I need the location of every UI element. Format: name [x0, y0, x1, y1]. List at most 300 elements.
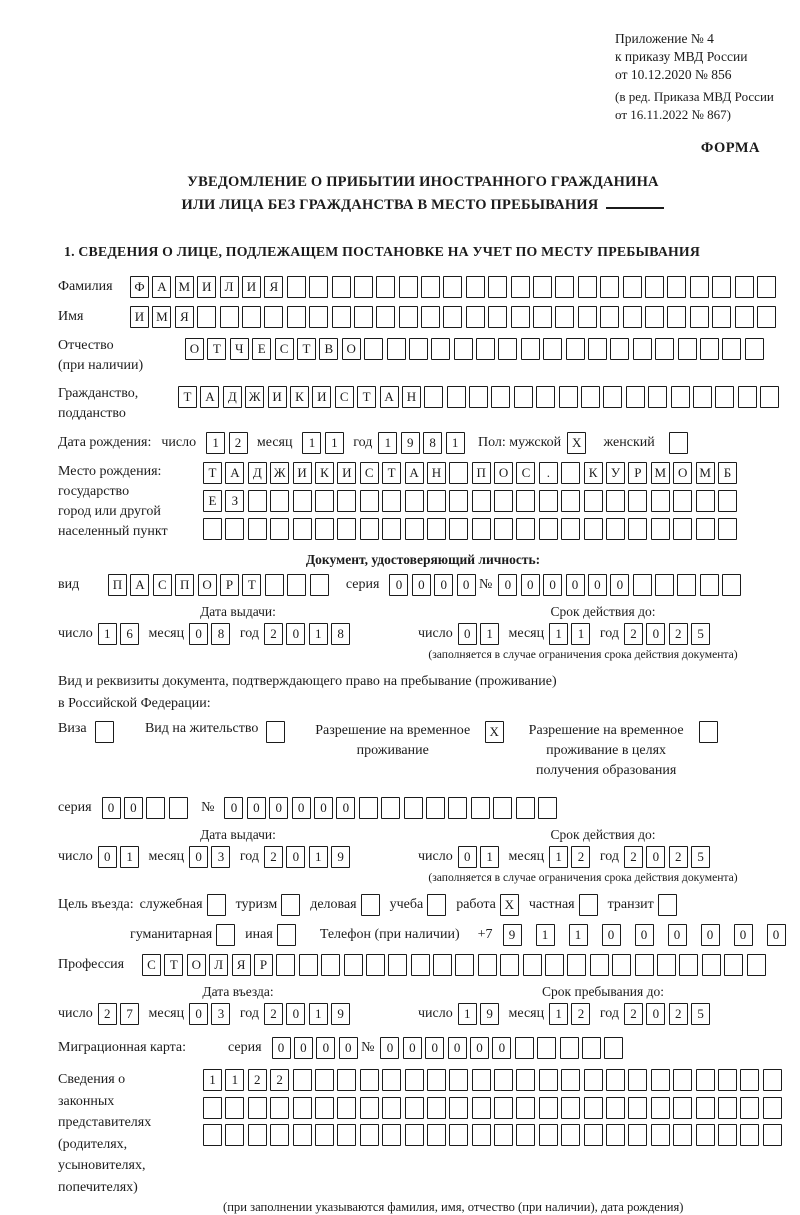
form-cell[interactable] [466, 276, 485, 298]
form-cell[interactable] [472, 1124, 491, 1146]
form-cell[interactable]: 1 [203, 1069, 222, 1091]
form-cell[interactable] [516, 1124, 535, 1146]
form-cell[interactable]: Т [203, 462, 222, 484]
form-cell[interactable] [735, 306, 754, 328]
purpose-business-checkbox[interactable] [361, 894, 380, 916]
form-cell[interactable] [405, 1069, 424, 1091]
doc-series-cells[interactable] [389, 574, 479, 596]
form-cell[interactable] [366, 954, 385, 976]
form-cell[interactable] [287, 276, 306, 298]
form-cell[interactable]: . [539, 462, 558, 484]
form-cell[interactable]: 2 [248, 1069, 267, 1091]
form-cell[interactable] [555, 276, 574, 298]
form-cell[interactable] [454, 338, 473, 360]
form-cell[interactable] [718, 1097, 737, 1119]
form-cell[interactable] [293, 1069, 312, 1091]
form-cell[interactable] [561, 490, 580, 512]
form-cell[interactable]: 0 [286, 1003, 305, 1025]
form-cell[interactable] [466, 306, 485, 328]
form-cell[interactable] [287, 574, 306, 596]
stay-month[interactable] [549, 1003, 594, 1025]
form-cell[interactable] [447, 386, 466, 408]
form-cell[interactable] [449, 1069, 468, 1091]
form-cell[interactable]: 1 [309, 846, 328, 868]
form-cell[interactable]: 6 [120, 623, 139, 645]
form-cell[interactable] [657, 954, 676, 976]
form-cell[interactable] [584, 518, 603, 540]
form-cell[interactable] [633, 574, 652, 596]
form-cell[interactable]: 2 [624, 623, 643, 645]
form-cell[interactable] [584, 1124, 603, 1146]
form-cell[interactable]: Б [718, 462, 737, 484]
form-cell[interactable] [511, 306, 530, 328]
form-cell[interactable] [315, 1097, 334, 1119]
form-cell[interactable] [344, 954, 363, 976]
form-cell[interactable] [559, 386, 578, 408]
form-cell[interactable] [494, 518, 513, 540]
form-cell[interactable] [203, 1097, 222, 1119]
form-cell[interactable] [679, 954, 698, 976]
form-cell[interactable]: Ф [130, 276, 149, 298]
form-cell[interactable]: У [606, 462, 625, 484]
form-cell[interactable]: П [108, 574, 127, 596]
form-cell[interactable] [225, 1097, 244, 1119]
sex-male-checkbox[interactable] [567, 432, 589, 454]
form-cell[interactable]: О [187, 954, 206, 976]
form-cell[interactable] [628, 1097, 647, 1119]
form-cell[interactable]: А [225, 462, 244, 484]
form-cell[interactable]: 0 [189, 1003, 208, 1025]
migration-number-cells[interactable] [380, 1037, 626, 1059]
form-cell[interactable]: А [200, 386, 219, 408]
form-cell[interactable] [533, 306, 552, 328]
form-cell[interactable] [299, 954, 318, 976]
form-cell[interactable] [337, 1124, 356, 1146]
form-cell[interactable] [606, 1069, 625, 1091]
form-cell[interactable] [696, 490, 715, 512]
form-cell[interactable] [539, 1069, 558, 1091]
birth-year-cells[interactable] [378, 432, 468, 454]
form-cell[interactable] [633, 338, 652, 360]
residence-valid-year[interactable] [624, 846, 714, 868]
form-cell[interactable]: 0 [224, 797, 243, 819]
form-cell[interactable]: 0 [269, 797, 288, 819]
form-cell[interactable] [382, 490, 401, 512]
form-cell[interactable] [581, 386, 600, 408]
form-cell[interactable] [203, 1124, 222, 1146]
form-cell[interactable]: 1 [480, 623, 499, 645]
form-cell[interactable]: 0 [635, 924, 654, 946]
form-cell[interactable] [673, 1097, 692, 1119]
stay-year[interactable] [624, 1003, 714, 1025]
form-cell[interactable]: И [337, 462, 356, 484]
form-cell[interactable] [494, 1097, 513, 1119]
form-cell[interactable]: 0 [588, 574, 607, 596]
form-cell[interactable]: 0 [102, 797, 121, 819]
form-cell[interactable] [747, 954, 766, 976]
form-cell[interactable] [270, 518, 289, 540]
form-cell[interactable]: 5 [691, 1003, 710, 1025]
form-cell[interactable] [612, 954, 631, 976]
form-cell[interactable]: М [696, 462, 715, 484]
form-cell[interactable] [500, 954, 519, 976]
form-cell[interactable] [763, 1124, 782, 1146]
form-cell[interactable] [488, 276, 507, 298]
form-cell[interactable]: 1 [480, 846, 499, 868]
form-cell[interactable]: Ч [230, 338, 249, 360]
form-cell[interactable] [287, 306, 306, 328]
form-cell[interactable] [696, 1097, 715, 1119]
form-cell[interactable] [693, 386, 712, 408]
form-cell[interactable] [561, 1124, 580, 1146]
form-cell[interactable]: 0 [286, 846, 305, 868]
sex-female-checkbox[interactable] [669, 432, 691, 454]
form-cell[interactable] [712, 306, 731, 328]
form-cell[interactable]: 0 [292, 797, 311, 819]
birth-day-cells[interactable] [206, 432, 251, 454]
form-cell[interactable] [488, 306, 507, 328]
form-cell[interactable] [248, 1124, 267, 1146]
birth-month-cells[interactable] [302, 432, 347, 454]
identity-valid-year[interactable] [624, 623, 714, 645]
form-cell[interactable] [690, 306, 709, 328]
form-cell[interactable] [270, 490, 289, 512]
form-cell[interactable]: А [152, 276, 171, 298]
form-cell[interactable]: Ж [270, 462, 289, 484]
form-cell[interactable] [603, 386, 622, 408]
form-cell[interactable] [382, 1069, 401, 1091]
form-cell[interactable]: К [290, 386, 309, 408]
form-cell[interactable]: 0 [314, 797, 333, 819]
form-cell[interactable] [606, 518, 625, 540]
form-cell[interactable]: 5 [691, 846, 710, 868]
form-cell[interactable] [606, 490, 625, 512]
form-cell[interactable]: 0 [610, 574, 629, 596]
form-cell[interactable]: М [175, 276, 194, 298]
form-cell[interactable] [623, 306, 642, 328]
form-cell[interactable] [655, 338, 674, 360]
form-cell[interactable] [521, 338, 540, 360]
form-cell[interactable] [516, 1097, 535, 1119]
form-cell[interactable]: П [472, 462, 491, 484]
form-cell[interactable] [623, 276, 642, 298]
form-cell[interactable] [718, 1124, 737, 1146]
entry-day[interactable] [98, 1003, 143, 1025]
form-cell[interactable] [382, 1124, 401, 1146]
form-cell[interactable] [718, 1069, 737, 1091]
form-cell[interactable] [715, 386, 734, 408]
form-cell[interactable] [763, 1069, 782, 1091]
form-cell[interactable] [449, 518, 468, 540]
form-cell[interactable] [648, 386, 667, 408]
form-cell[interactable] [360, 1097, 379, 1119]
form-cell[interactable] [448, 797, 467, 819]
form-cell[interactable] [242, 306, 261, 328]
form-cell[interactable] [628, 518, 647, 540]
identity-valid-day[interactable] [458, 623, 503, 645]
form-cell[interactable] [584, 490, 603, 512]
form-cell[interactable] [433, 954, 452, 976]
form-cell[interactable] [722, 338, 741, 360]
form-cell[interactable]: 9 [331, 846, 350, 868]
form-cell[interactable]: К [315, 462, 334, 484]
form-cell[interactable]: 0 [189, 623, 208, 645]
form-cell[interactable]: 0 [668, 924, 687, 946]
form-cell[interactable]: 1 [309, 623, 328, 645]
form-cell[interactable] [745, 338, 764, 360]
form-cell[interactable] [645, 276, 664, 298]
form-cell[interactable] [511, 276, 530, 298]
form-cell[interactable]: Т [178, 386, 197, 408]
form-cell[interactable]: И [197, 276, 216, 298]
form-cell[interactable] [740, 1124, 759, 1146]
form-cell[interactable]: М [651, 462, 670, 484]
identity-valid-month[interactable] [549, 623, 594, 645]
form-cell[interactable]: 0 [498, 574, 517, 596]
form-cell[interactable]: 1 [446, 432, 465, 454]
form-cell[interactable] [409, 338, 428, 360]
form-cell[interactable] [555, 306, 574, 328]
form-cell[interactable]: 0 [339, 1037, 358, 1059]
form-cell[interactable] [628, 1069, 647, 1091]
form-cell[interactable]: З [225, 490, 244, 512]
form-cell[interactable]: Л [209, 954, 228, 976]
form-cell[interactable] [265, 574, 284, 596]
doc-number-cells[interactable] [498, 574, 744, 596]
purpose-transit-checkbox[interactable] [658, 894, 677, 916]
form-cell[interactable] [387, 338, 406, 360]
form-cell[interactable]: 5 [691, 623, 710, 645]
form-cell[interactable]: X [567, 432, 586, 454]
form-cell[interactable] [472, 1097, 491, 1119]
form-cell[interactable]: 0 [434, 574, 453, 596]
form-cell[interactable]: 0 [457, 574, 476, 596]
form-cell[interactable] [724, 954, 743, 976]
form-cell[interactable]: 3 [211, 1003, 230, 1025]
form-cell[interactable] [673, 490, 692, 512]
form-cell[interactable]: 0 [458, 846, 477, 868]
form-cell[interactable]: О [494, 462, 513, 484]
form-cell[interactable] [545, 954, 564, 976]
form-cell[interactable]: 2 [571, 846, 590, 868]
form-cell[interactable]: 1 [549, 623, 568, 645]
form-cell[interactable] [431, 338, 450, 360]
form-cell[interactable]: 1 [325, 432, 344, 454]
form-cell[interactable] [498, 338, 517, 360]
form-cell[interactable] [539, 490, 558, 512]
form-cell[interactable]: 7 [120, 1003, 139, 1025]
form-cell[interactable] [588, 338, 607, 360]
form-cell[interactable] [538, 797, 557, 819]
form-cell[interactable]: И [130, 306, 149, 328]
form-cell[interactable] [667, 276, 686, 298]
form-cell[interactable]: А [405, 462, 424, 484]
form-cell[interactable] [690, 276, 709, 298]
form-cell[interactable]: 0 [412, 574, 431, 596]
form-cell[interactable]: Р [254, 954, 273, 976]
form-cell[interactable] [494, 1124, 513, 1146]
form-cell[interactable] [248, 490, 267, 512]
form-cell[interactable] [411, 954, 430, 976]
surname-cells[interactable] [130, 276, 779, 298]
form-cell[interactable] [472, 518, 491, 540]
form-cell[interactable]: 1 [458, 1003, 477, 1025]
form-cell[interactable] [359, 797, 378, 819]
birth-place-row1-cells[interactable] [203, 462, 740, 484]
form-cell[interactable] [270, 1097, 289, 1119]
purpose-work-checkbox[interactable]: X [500, 894, 519, 916]
form-cell[interactable] [600, 276, 619, 298]
form-cell[interactable] [293, 1097, 312, 1119]
form-cell[interactable]: 0 [336, 797, 355, 819]
residence-number-cells[interactable] [224, 797, 560, 819]
form-cell[interactable] [449, 490, 468, 512]
form-cell[interactable] [516, 797, 535, 819]
form-cell[interactable] [740, 1097, 759, 1119]
form-cell[interactable]: 9 [480, 1003, 499, 1025]
form-cell[interactable] [364, 338, 383, 360]
form-cell[interactable] [561, 1069, 580, 1091]
form-cell[interactable]: Д [248, 462, 267, 484]
form-cell[interactable]: И [268, 386, 287, 408]
form-cell[interactable] [427, 1069, 446, 1091]
form-cell[interactable] [337, 490, 356, 512]
form-cell[interactable]: 0 [403, 1037, 422, 1059]
form-cell[interactable]: 0 [646, 846, 665, 868]
form-cell[interactable] [610, 338, 629, 360]
form-cell[interactable] [225, 1124, 244, 1146]
form-cell[interactable] [673, 1124, 692, 1146]
form-cell[interactable] [293, 1124, 312, 1146]
identity-issue-year[interactable] [264, 623, 354, 645]
form-cell[interactable]: Т [382, 462, 401, 484]
form-cell[interactable]: Р [220, 574, 239, 596]
form-cell[interactable]: 0 [767, 924, 786, 946]
form-cell[interactable]: 2 [624, 1003, 643, 1025]
form-cell[interactable]: С [142, 954, 161, 976]
citizenship-cells[interactable] [178, 386, 783, 408]
form-cell[interactable] [718, 518, 737, 540]
form-cell[interactable]: 0 [389, 574, 408, 596]
form-cell[interactable] [424, 386, 443, 408]
purpose-study-checkbox[interactable] [427, 894, 446, 916]
form-cell[interactable]: 0 [189, 846, 208, 868]
form-cell[interactable] [539, 1097, 558, 1119]
form-cell[interactable] [582, 1037, 601, 1059]
form-cell[interactable]: 0 [98, 846, 117, 868]
form-cell[interactable] [337, 1069, 356, 1091]
form-cell[interactable]: 0 [247, 797, 266, 819]
form-cell[interactable]: А [380, 386, 399, 408]
form-cell[interactable]: С [153, 574, 172, 596]
form-cell[interactable]: Т [242, 574, 261, 596]
form-cell[interactable] [354, 276, 373, 298]
form-cell[interactable] [738, 386, 757, 408]
representatives-row1-cells[interactable] [203, 1069, 785, 1091]
residence-valid-month[interactable] [549, 846, 594, 868]
form-cell[interactable] [578, 276, 597, 298]
form-cell[interactable] [590, 954, 609, 976]
form-cell[interactable]: О [342, 338, 361, 360]
migration-series-cells[interactable] [272, 1037, 362, 1059]
form-cell[interactable] [566, 338, 585, 360]
form-cell[interactable] [677, 574, 696, 596]
form-cell[interactable] [567, 954, 586, 976]
form-cell[interactable] [309, 306, 328, 328]
representatives-row2-cells[interactable] [203, 1097, 785, 1119]
form-cell[interactable]: Т [164, 954, 183, 976]
form-cell[interactable] [539, 1124, 558, 1146]
form-cell[interactable] [376, 306, 395, 328]
form-cell[interactable] [757, 276, 776, 298]
form-cell[interactable] [315, 518, 334, 540]
form-cell[interactable] [696, 518, 715, 540]
form-cell[interactable] [536, 386, 555, 408]
form-cell[interactable] [700, 338, 719, 360]
form-cell[interactable] [628, 1124, 647, 1146]
form-cell[interactable] [427, 490, 446, 512]
form-cell[interactable]: 2 [669, 623, 688, 645]
form-cell[interactable] [561, 462, 580, 484]
form-cell[interactable] [421, 306, 440, 328]
form-cell[interactable]: 2 [669, 1003, 688, 1025]
form-cell[interactable]: 0 [543, 574, 562, 596]
form-cell[interactable]: Я [232, 954, 251, 976]
form-cell[interactable] [533, 276, 552, 298]
form-cell[interactable]: Т [207, 338, 226, 360]
form-cell[interactable] [315, 1069, 334, 1091]
form-cell[interactable] [472, 1069, 491, 1091]
form-cell[interactable] [321, 954, 340, 976]
form-cell[interactable]: 0 [566, 574, 585, 596]
form-cell[interactable] [443, 306, 462, 328]
form-cell[interactable] [476, 338, 495, 360]
stay-day[interactable] [458, 1003, 503, 1025]
entry-month[interactable] [189, 1003, 234, 1025]
form-cell[interactable]: 1 [378, 432, 397, 454]
form-cell[interactable]: 8 [331, 623, 350, 645]
form-cell[interactable]: Л [220, 276, 239, 298]
form-cell[interactable] [673, 1069, 692, 1091]
form-cell[interactable]: 2 [264, 846, 283, 868]
form-cell[interactable]: 2 [229, 432, 248, 454]
residence-series-cells[interactable] [102, 797, 192, 819]
form-cell[interactable] [399, 276, 418, 298]
form-cell[interactable] [169, 797, 188, 819]
form-cell[interactable]: Я [175, 306, 194, 328]
form-cell[interactable] [315, 490, 334, 512]
form-cell[interactable] [578, 306, 597, 328]
form-cell[interactable]: 1 [549, 1003, 568, 1025]
form-cell[interactable]: 0 [380, 1037, 399, 1059]
form-cell[interactable]: И [242, 276, 261, 298]
form-cell[interactable] [651, 1097, 670, 1119]
form-cell[interactable]: 1 [536, 924, 555, 946]
form-cell[interactable] [405, 518, 424, 540]
form-cell[interactable] [702, 954, 721, 976]
form-cell[interactable]: И [293, 462, 312, 484]
residence-issue-year[interactable] [264, 846, 354, 868]
form-cell[interactable]: Е [252, 338, 271, 360]
form-cell[interactable] [399, 306, 418, 328]
form-cell[interactable]: 1 [302, 432, 321, 454]
form-cell[interactable] [248, 518, 267, 540]
form-cell[interactable] [360, 490, 379, 512]
form-cell[interactable] [514, 386, 533, 408]
form-cell[interactable] [700, 574, 719, 596]
form-cell[interactable] [628, 490, 647, 512]
form-cell[interactable] [471, 797, 490, 819]
